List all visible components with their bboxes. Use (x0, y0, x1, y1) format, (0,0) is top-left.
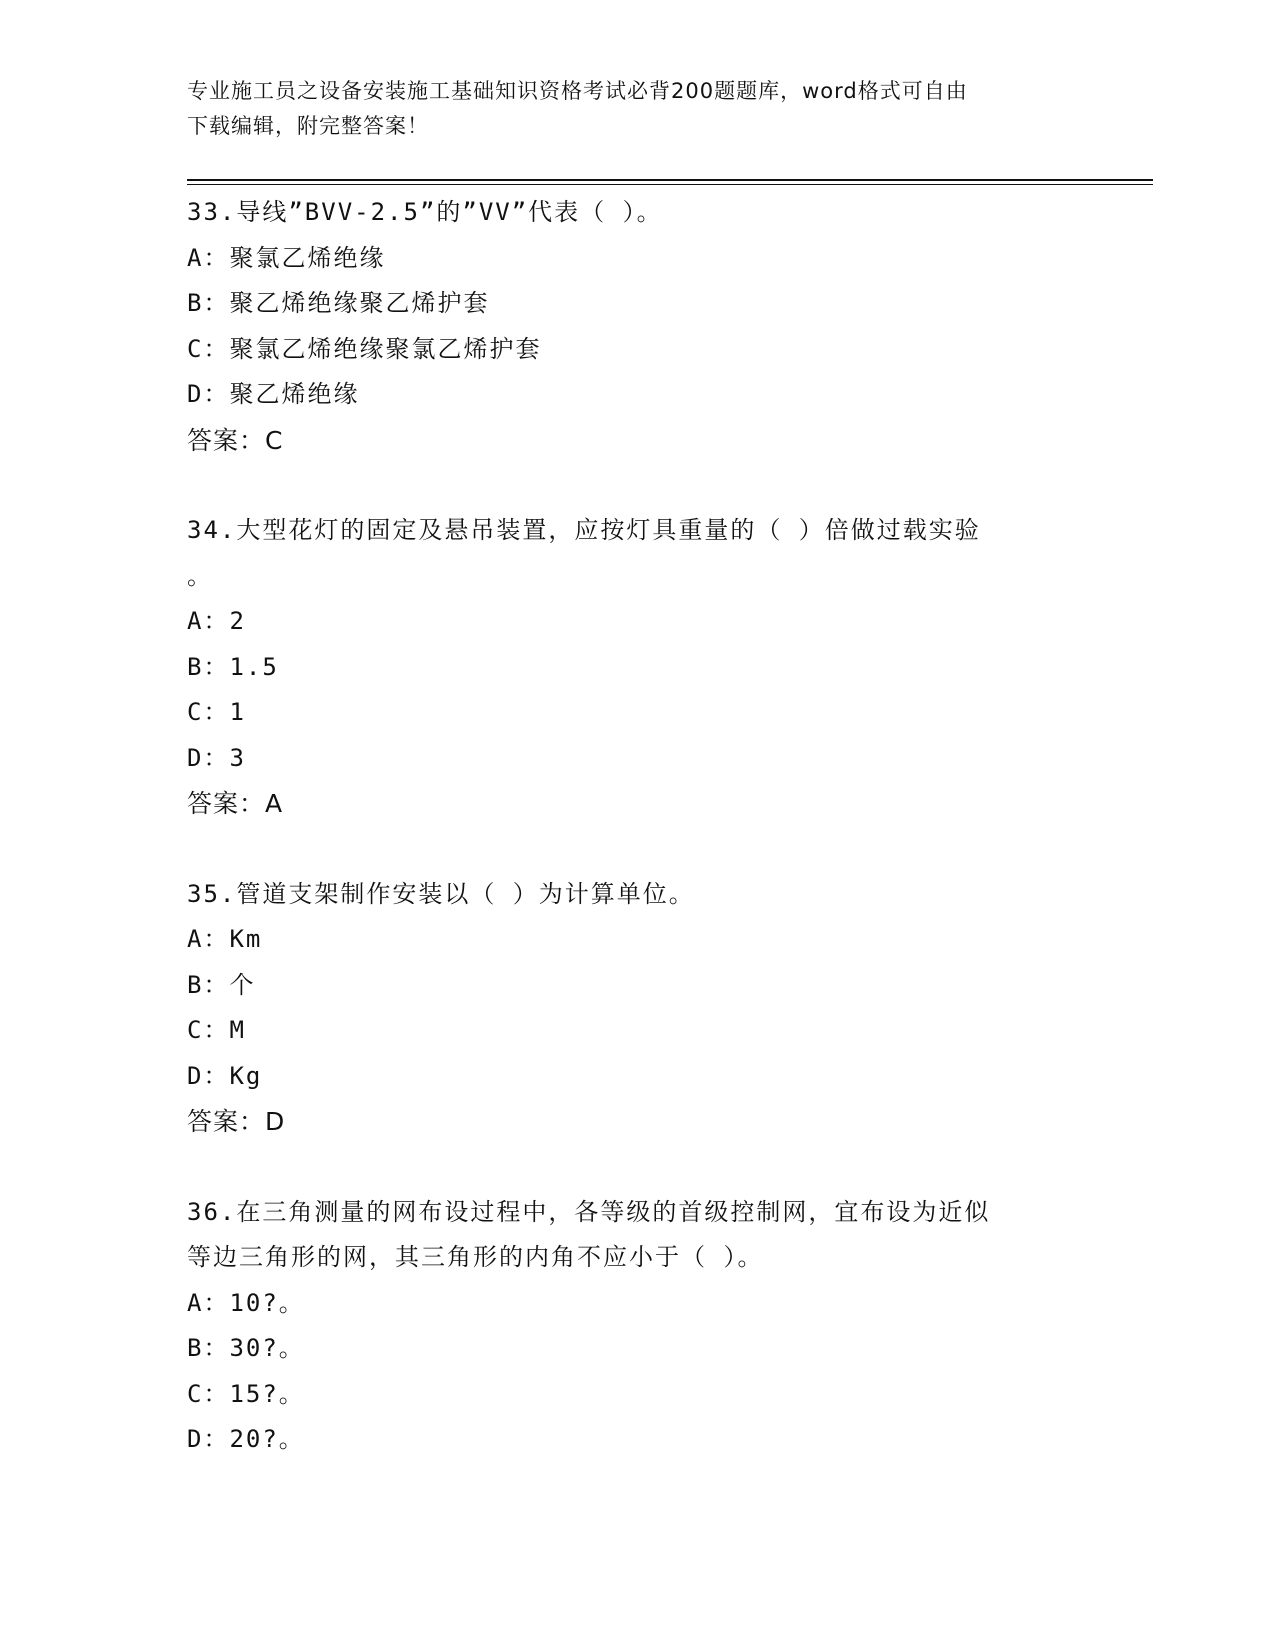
option-a: A：10?。 (187, 1288, 305, 1317)
option-b: B：聚乙烯绝缘聚乙烯护套 (187, 289, 490, 317)
question-33 (187, 190, 1087, 463)
question-34 (187, 508, 1087, 827)
question-stem-continued: 等边三角形的网，其三角形的内角不应小于（ ）。 (187, 1243, 764, 1271)
header-line-1: 专业施工员之设备安装施工基础知识资格考试必背200题题库，word格式可自由 (187, 79, 968, 103)
question-stem: 34.大型花灯的固定及悬吊装置，应按灯具重量的（ ）倍做过载实验 (187, 516, 981, 544)
option-d: D：Kg (187, 1061, 263, 1090)
question-36 (187, 1190, 1087, 1463)
option-a: A：聚氯乙烯绝缘 (187, 243, 386, 272)
option-d: D：聚乙烯绝缘 (187, 380, 360, 408)
answer-line: 答案：D (187, 1107, 286, 1136)
document-header (187, 74, 1087, 144)
option-d: D：20?。 (187, 1425, 305, 1453)
question-stem: 36.在三角测量的网布设过程中，各等级的首级控制网，宜布设为近似 (187, 1197, 991, 1226)
option-b: B：个 (187, 970, 256, 999)
option-a: A：Km (187, 925, 263, 953)
option-c: C：15?。 (187, 1379, 305, 1408)
option-c: C：1 (187, 698, 246, 726)
question-stem-continued: 。 (187, 561, 213, 590)
option-c: C：聚氯乙烯绝缘聚氯乙烯护套 (187, 334, 542, 363)
option-c: C：M (187, 1016, 246, 1044)
option-b: B：1.5 (187, 652, 279, 681)
question-stem: 35.管道支架制作安装以（ ）为计算单位。 (187, 879, 695, 908)
option-d: D：3 (187, 743, 246, 772)
option-b: B：30?。 (187, 1334, 305, 1362)
question-35 (187, 872, 1087, 1145)
question-stem: 33.导线”BVV-2.5”的”VV”代表（ ）。 (187, 198, 663, 226)
header-line-2: 下载编辑，附完整答案！ (187, 114, 429, 138)
question-list (187, 190, 1087, 1508)
header-divider (187, 179, 1153, 185)
answer-line: 答案：C (187, 425, 284, 455)
answer-line: 答案：A (187, 789, 284, 818)
option-a: A：2 (187, 607, 246, 635)
